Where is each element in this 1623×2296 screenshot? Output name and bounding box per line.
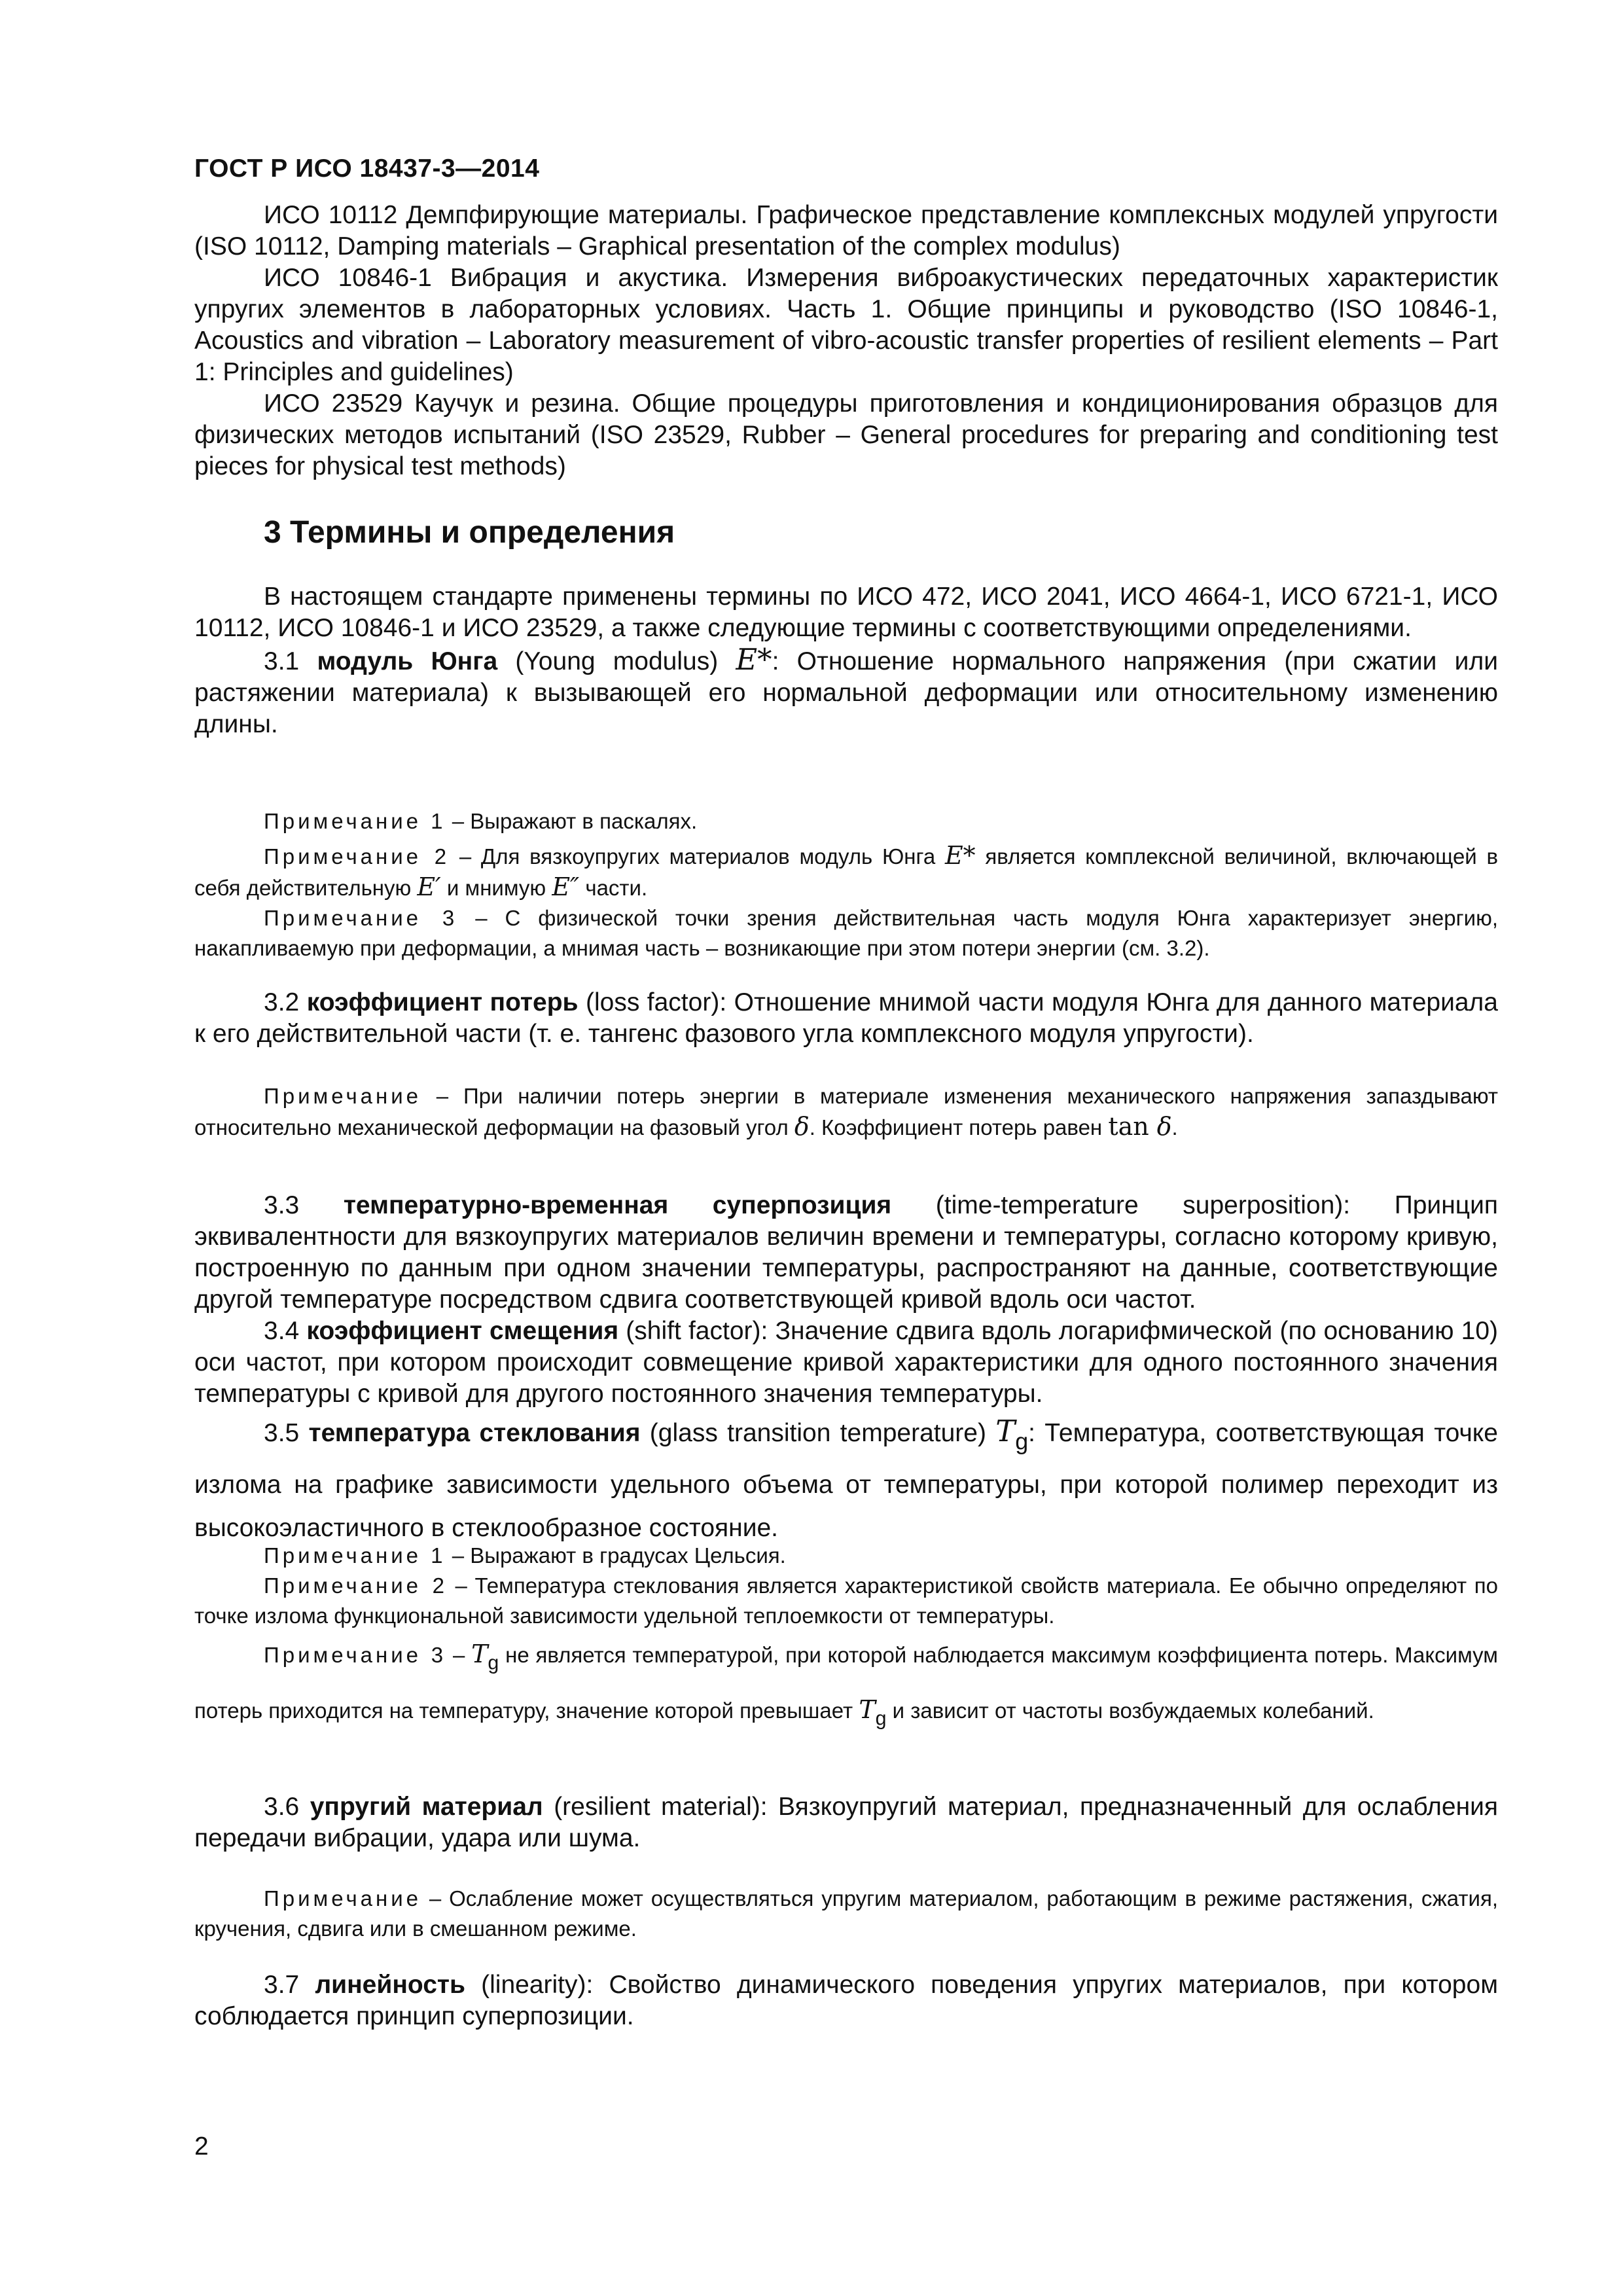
term-name: коэффициент потерь [306, 988, 579, 1016]
term-name: температурно-временная суперпозиция [343, 1191, 892, 1219]
notes-3-5 [194, 1541, 1498, 1742]
term-3-4: 3.4 коэффициент смещения (shift factor): Значение сдвига вдоль логарифмической (по основанию 10) оси частот, при котором происходит совмещение кривой характеристики для одного постоянного значения температуры с кривой для другого постоянного значения температуры. [194, 1317, 1498, 1408]
note-item: Примечание – Ослабление может осуществляться упругим материалом, работающим в режиме растяжения, сжатия, кручения, сдвига или в смешанном режиме. [194, 1886, 1498, 1941]
normative-references-list [194, 200, 1498, 482]
term-name: температура стеклования [308, 1419, 641, 1447]
note-item: Примечание 2 – Для вязкоупругих материалов модуль Юнга E* является комплексной величиной, включающей в себя действительную E′ и мнимую E″ части. [194, 841, 1498, 901]
symbol: E* [736, 642, 772, 677]
term-definition: : Значение сдвига вдоль логарифмической (по основанию 10) оси частот, при котором происходит совмещение кривой характеристики для одного постоянного значения температуры с кривой для другого постоянного значения температуры. [194, 1317, 1498, 1408]
note-item: Примечание 1 – Выражают в градусах Цельсия. [264, 1543, 786, 1568]
note-item: Примечание – При наличии потерь энергии в материале изменения механического напряжения запаздывают относительно механической деформации на фазовый угол δ. Коэффициент потерь равен tan δ. [194, 1084, 1498, 1141]
note-3-6 [194, 1884, 1498, 1944]
term-definition: : Отношение мнимой части модуля Юнга для данного материала к его действительной части (т. е. тангенс фазового угла комплексного модуля упругости). [194, 988, 1498, 1048]
section-title: 3 Термины и определения [264, 515, 675, 550]
term-english: (Young modulus) [515, 647, 719, 675]
note-3-2 [194, 1081, 1498, 1143]
terms-3-3-to-3-5-block [194, 1190, 1498, 1550]
term-english: (shift factor) [626, 1317, 761, 1345]
term-3-2-block [194, 987, 1498, 1050]
intro-paragraph: В настоящем стандарте применены термины по ИСО 472, ИСО 2041, ИСО 4664-1, ИСО 6721-1, ИСО 10112, ИСО 10846-1 и ИСО 23529, а также следующие термины с соответствующими определениями. [194, 583, 1498, 642]
note-item: Примечание 2 – Температура стеклования является характеристикой свойств материала. Ее обычно определяют по точке излома функциональной зависимости удельной теплоемкости от температуры. [194, 1573, 1498, 1628]
term-name: модуль Юнга [317, 647, 498, 675]
notes-3-1 [194, 806, 1498, 963]
term-3-6: 3.6 упругий материал (resilient material): Вязкоупругий материал, предназначенный для ослабления передачи вибрации, удара или шума. [194, 1793, 1499, 1852]
term-english: (linearity) [481, 1971, 586, 1999]
term-definition: : Свойство динамического поведения упругих материалов, при котором соблюдается принцип суперпозиции. [194, 1971, 1499, 2030]
note-item: Примечание 1 – Выражают в паскалях. [264, 809, 698, 833]
section-intro [194, 581, 1498, 740]
term-definition: : Отношение нормального напряжения (при сжатии или растяжении материала) к вызывающей его нормальной деформации или относительному изменению длины. [194, 647, 1499, 738]
term-definition: : Температура, соответствующая точке излома на графике зависимости удельного объема от температуры, при которой полимер переходит из высокоэластичного в стеклообразное состояние. [194, 1419, 1498, 1542]
term-3-2: 3.2 коэффициент потерь (loss factor): Отношение мнимой части модуля Юнга для данного материала к его действительной части (т. е. тангенс фазового угла комплексного модуля упругости). [194, 988, 1498, 1048]
term-definition: : Вязкоупругий материал, предназначенный для ослабления передачи вибрации, удара или шума. [194, 1793, 1499, 1852]
term-3-5: 3.5 температура стеклования (glass transition temperature) $T_g$: Температура, соответствующая точке излома на графике зависимости удельного объема от температуры, при которой полимер переходит из высокоэластичного в стеклообразное состояние. [194, 1414, 1498, 1542]
term-english: (loss factor) [585, 988, 720, 1016]
term-english: (resilient material) [554, 1793, 760, 1821]
reference-item: ИСО 10112 Демпфирующие материалы. Графическое представление комплексных модулей упругости (ISO 10112, Damping materials – Graphical presentation of the complex modulus) [194, 201, 1498, 260]
term-english: (glass transition temperature) [649, 1419, 986, 1447]
reference-item: ИСО 23529 Каучук и резина. Общие процедуры приготовления и кондиционирования образцов для физических методов испытаний (ISO 23529, Rubber – General procedures for preparing and conditioning test pieces for physical test methods) [194, 389, 1498, 480]
term-3-7-block [194, 1969, 1498, 2032]
term-name: коэффициент смещения [306, 1317, 619, 1345]
note-item: Примечание 3 – С физической точки зрения действительная часть модуля Юнга характеризует энергию, накапливаемую при деформации, а мнимая часть – возникающие при этом потери энергии (см. 3.2). [194, 906, 1498, 960]
term-definition: : Принцип эквивалентности для вязкоупругих материалов величин времени и температуры, согласно которому кривую, построенную по данным при одном значении температуры, распространяют на данные, соответствующие другой температуре посредством сдвига соответствующей кривой вдоль оси частот. [194, 1191, 1498, 1314]
reference-item: ИСО 10846-1 Вибрация и акустика. Измерения виброакустических передаточных характеристик упругих элементов в лабораторных условиях. Часть 1. Общие принципы и руководство (ISO 10846-1, Acoustics and vibration – Laboratory measurement of vibro-acoustic transfer properties of resilient elements – Part 1: Principles and guidelines) [194, 264, 1498, 386]
term-name: линейность [315, 1971, 465, 1999]
term-name: упругий материал [310, 1793, 543, 1821]
term-3-7: 3.7 линейность (linearity): Свойство динамического поведения упругих материалов, при котором соблюдается принцип суперпозиции. [194, 1971, 1499, 2030]
term-3-3: 3.3 температурно-временная суперпозиция (time-temperature superposition): Принцип эквивалентности для вязкоупругих материалов величин времени и температуры, согласно которому кривую, построенную по данным при одном значении температуры, распространяют на данные, соответствующие другой температуре посредством сдвига соответствующей кривой вдоль оси частот. [194, 1191, 1498, 1314]
symbol: $T_g$ [995, 1414, 1029, 1455]
document-code-header: ГОСТ Р ИСО 18437-3—2014 [194, 154, 540, 183]
term-english: (time-temperature superposition) [935, 1191, 1344, 1219]
page-number: 2 [194, 2132, 209, 2161]
note-item: Примечание $3 - T_g$ не является температурой, при которой наблюдается максимум коэффициента потерь. Максимум потерь приходится на температуру, значение которой превышает $T_g$ и зависит от частоты возбуждаемых колебаний. [194, 1640, 1498, 1730]
term-3-6-block [194, 1791, 1498, 1854]
term-3-1: 3.1 модуль Юнга (Young modulus) E*: Отношение нормального напряжения (при сжатии или растяжении материала) к вызывающей его нормальной деформации или относительному изменению длины. [194, 642, 1499, 738]
